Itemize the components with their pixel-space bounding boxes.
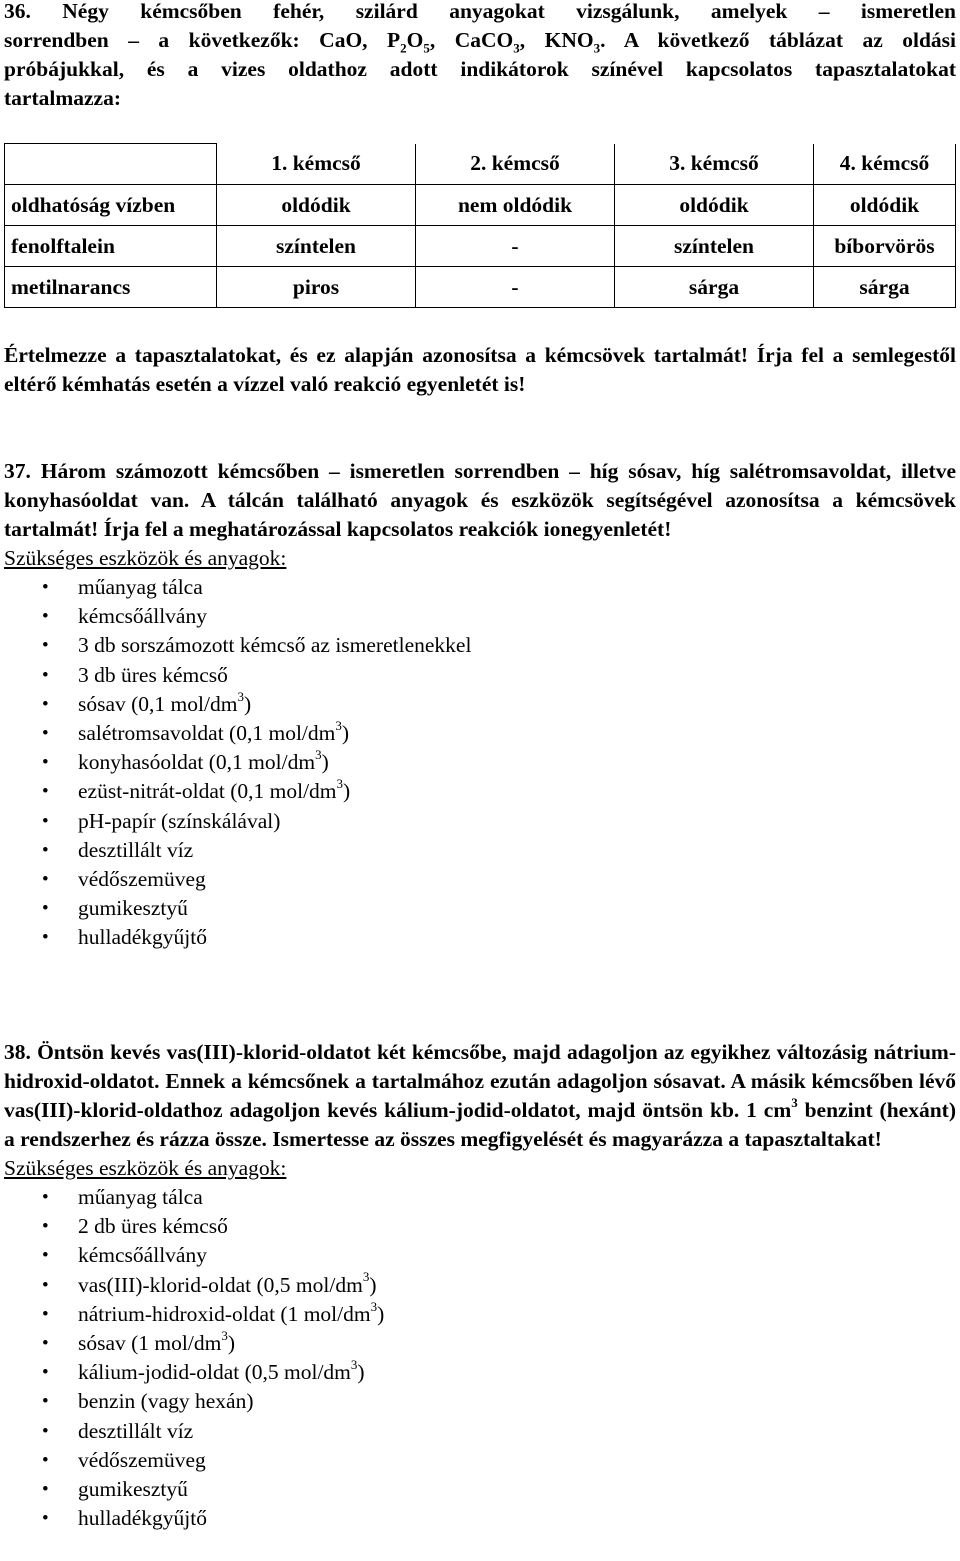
list-item-text: 2 db üres kémcső bbox=[78, 1214, 228, 1239]
q37-text: 37. Három számozott kémcsőben – ismeretlen sorrendben – híg sósav, híg salétromsavoldat, illetve konyhasóoldat van. A tálcán található anyagok és eszközök segítségével azonosítsa a kémcsövek tartalmát! Írja fel a meghatározással kapcsolatos reakciók ionegyenletét! bbox=[4, 459, 956, 541]
table-header-cell: 2. kémcső bbox=[416, 144, 615, 185]
list-item-text: salétromsavoldat (0,1 mol/dm bbox=[78, 720, 336, 745]
list-item-text: hulladékgyűjtő bbox=[78, 925, 207, 950]
list-item-text: ezüst-nitrát-oldat (0,1 mol/dm bbox=[78, 779, 337, 804]
superscript: 3 bbox=[221, 1327, 228, 1343]
list-item-suffix: ) bbox=[243, 691, 252, 716]
bullet-icon: • bbox=[42, 1303, 49, 1325]
table-cell: sárga bbox=[814, 267, 956, 308]
bullet-icon: • bbox=[42, 635, 49, 657]
list-item-text: védőszemüveg bbox=[78, 866, 206, 891]
list-item bbox=[4, 690, 956, 719]
bullet-icon: • bbox=[42, 1187, 49, 1208]
table-cell: színtelen bbox=[615, 226, 814, 267]
table-cell: színtelen bbox=[217, 226, 416, 267]
table-cell: sárga bbox=[615, 267, 814, 308]
q36-line-4: tartalmazza: bbox=[4, 86, 121, 110]
list-item-text: konyhasóoldat (0,1 mol/dm bbox=[78, 750, 316, 775]
list-item-text: desztillált víz bbox=[78, 837, 194, 862]
bullet-icon: • bbox=[42, 1245, 49, 1267]
bullet-icon: • bbox=[42, 606, 49, 628]
table-cell: - bbox=[416, 267, 615, 308]
list-item bbox=[4, 1300, 956, 1329]
list-item-text: hulladékgyűjtő bbox=[78, 1506, 207, 1531]
list-item bbox=[4, 1183, 956, 1212]
bullet-icon: • bbox=[42, 1420, 49, 1442]
list-item bbox=[4, 1271, 956, 1300]
bullet-icon: • bbox=[42, 868, 49, 890]
bullet-icon: • bbox=[42, 752, 49, 774]
list-item bbox=[4, 602, 956, 631]
list-item-text: kálium-jodid-oldat (0,5 mol/dm bbox=[78, 1360, 351, 1385]
superscript: 3 bbox=[237, 688, 244, 704]
table-header-cell: 4. kémcső bbox=[814, 144, 956, 185]
bullet-icon: • bbox=[42, 1362, 49, 1384]
list-item bbox=[4, 719, 956, 748]
table-header-cell: 3. kémcső bbox=[615, 144, 814, 185]
list-item bbox=[4, 1387, 956, 1416]
list-item bbox=[4, 836, 956, 865]
list-item bbox=[4, 807, 956, 836]
table-header-row bbox=[5, 144, 956, 185]
bullet-icon: • bbox=[42, 577, 49, 598]
list-item bbox=[4, 1475, 956, 1504]
list-item-text: védőszemüveg bbox=[78, 1447, 206, 1472]
list-item-text: pH-papír (színskálával) bbox=[78, 808, 281, 833]
list-item-text: 3 db üres kémcső bbox=[78, 662, 228, 687]
superscript: 3 bbox=[362, 1269, 370, 1285]
list-item bbox=[4, 631, 956, 660]
table-cell: bíborvörös bbox=[814, 226, 956, 267]
list-item-suffix: ) bbox=[341, 720, 350, 745]
list-item bbox=[4, 1241, 956, 1270]
bullet-icon: • bbox=[42, 722, 49, 744]
list-item bbox=[4, 661, 956, 690]
table-row bbox=[5, 226, 956, 267]
table-cell: oldódik bbox=[615, 185, 814, 226]
table-header-cell bbox=[5, 144, 217, 185]
table-row-label: fenolftalein bbox=[5, 226, 217, 267]
bullet-icon: • bbox=[42, 927, 49, 949]
list-item-suffix: ) bbox=[369, 1272, 377, 1297]
bullet-icon: • bbox=[42, 1332, 49, 1354]
superscript: 3 bbox=[350, 1356, 358, 1372]
q37-materials-list bbox=[4, 573, 956, 952]
list-item bbox=[4, 1329, 956, 1358]
table-row-label: oldhatóság vízben bbox=[5, 185, 217, 226]
list-item bbox=[4, 748, 956, 777]
table-row bbox=[5, 185, 956, 226]
list-item-suffix: ) bbox=[377, 1301, 385, 1326]
bullet-icon: • bbox=[42, 1391, 49, 1413]
list-item-suffix: ) bbox=[227, 1330, 236, 1355]
question-36 bbox=[4, 0, 956, 113]
list-item bbox=[4, 923, 956, 952]
bullet-icon: • bbox=[42, 1216, 49, 1238]
observation-table bbox=[4, 143, 956, 308]
list-item bbox=[4, 1212, 956, 1241]
table-cell: piros bbox=[217, 267, 416, 308]
table-cell: oldódik bbox=[217, 185, 416, 226]
list-item bbox=[4, 1417, 956, 1446]
superscript: 3 bbox=[370, 1298, 378, 1314]
bullet-icon: • bbox=[42, 1508, 49, 1530]
list-item-text: 3 db sorszámozott kémcső az ismeretlenekkel bbox=[78, 633, 472, 658]
list-item-text: vas(III)-klorid-oldat (0,5 mol/dm bbox=[78, 1272, 363, 1297]
list-item-suffix: ) bbox=[321, 750, 329, 775]
bullet-icon: • bbox=[42, 810, 49, 832]
bullet-icon: • bbox=[42, 693, 49, 715]
list-item bbox=[4, 1504, 956, 1533]
q36-line-2: sorrendben – a következők: CaO, $P_2O_5$, CaCO$_3$, $KNO_3$. A következő táblázat az oldási bbox=[4, 28, 956, 56]
list-item bbox=[4, 865, 956, 894]
table-row-label: metilnarancs bbox=[5, 267, 217, 308]
q38-text: 38. Öntsön kevés vas(III)-klorid-oldatot két kémcsőbe, majd adagoljon az egyikhez változásig nátrium-hidroxid-oldatot. Ennek a kémcsőnek a tartalmához ezután adagoljon sósavat. A másik kémcsőben lévő vas(III)-klorid-oldathoz adagoljon kevés kálium-jodid-oldatot, majd öntsön kb. 1 $cm^3$ benzint (hexánt) a rendszerhez és rázza össze. Ismertesse az összes megfigyelését és magyarázza a tapasztaltakat! bbox=[4, 1040, 956, 1151]
list-item-text: kémcsőállvány bbox=[78, 1243, 207, 1268]
bullet-icon: • bbox=[42, 1274, 49, 1296]
question-37 bbox=[4, 457, 956, 952]
q36-line-3: próbájukkal, és a vizes oldathoz adott indikátorok színével kapcsolatos tapasztalatokat bbox=[4, 57, 956, 81]
list-item-text: benzin (vagy hexán) bbox=[78, 1389, 254, 1414]
table-cell: oldódik bbox=[814, 185, 956, 226]
list-item bbox=[4, 1446, 956, 1475]
bullet-icon: • bbox=[42, 839, 49, 861]
q38-materials-heading: Szükséges eszközök és anyagok: bbox=[4, 1156, 287, 1180]
bullet-icon: • bbox=[42, 781, 49, 803]
superscript: 3 bbox=[315, 746, 322, 762]
list-item bbox=[4, 1358, 956, 1387]
table-cell: nem oldódik bbox=[416, 185, 615, 226]
q38-materials-list bbox=[4, 1183, 956, 1533]
list-item-text: műanyag tálca bbox=[78, 1185, 203, 1209]
list-item bbox=[4, 777, 956, 806]
bullet-icon: • bbox=[42, 1478, 49, 1500]
list-item-text: sósav (1 mol/dm bbox=[78, 1330, 222, 1355]
bullet-icon: • bbox=[42, 898, 49, 920]
list-item-text: desztillált víz bbox=[78, 1418, 194, 1443]
question-38 bbox=[4, 1038, 956, 1533]
list-item-suffix: ) bbox=[343, 779, 351, 804]
list-item-text: gumikesztyű bbox=[78, 1476, 188, 1501]
q36-line-1: 36. Négy kémcsőben fehér, szilárd anyagokat vizsgálunk, amelyek – ismeretlen bbox=[4, 0, 956, 23]
table-header-cell: 1. kémcső bbox=[217, 144, 416, 185]
superscript: 3 bbox=[336, 776, 344, 792]
list-item-text: sósav (0,1 mol/dm bbox=[78, 691, 238, 716]
bullet-icon: • bbox=[42, 664, 49, 686]
list-item bbox=[4, 573, 956, 602]
list-item-text: kémcsőállvány bbox=[78, 604, 207, 629]
list-item-text: műanyag tálca bbox=[78, 575, 203, 599]
q36-instructions: Értelmezze a tapasztalatokat, és ez alapján azonosítsa a kémcsövek tartalmát! Írja fel a semlegestől eltérő kémhatás esetén a vízzel való reakció egyenletét is! bbox=[4, 343, 956, 396]
table-cell: - bbox=[416, 226, 615, 267]
q37-materials-heading: Szükséges eszközök és anyagok: bbox=[4, 546, 287, 570]
list-item-text: gumikesztyű bbox=[78, 896, 188, 921]
bullet-icon: • bbox=[42, 1449, 49, 1471]
table-row bbox=[5, 267, 956, 308]
list-item-text: nátrium-hidroxid-oldat (1 mol/dm bbox=[78, 1301, 371, 1326]
superscript: 3 bbox=[335, 717, 342, 733]
list-item bbox=[4, 894, 956, 923]
list-item-suffix: ) bbox=[357, 1360, 365, 1385]
